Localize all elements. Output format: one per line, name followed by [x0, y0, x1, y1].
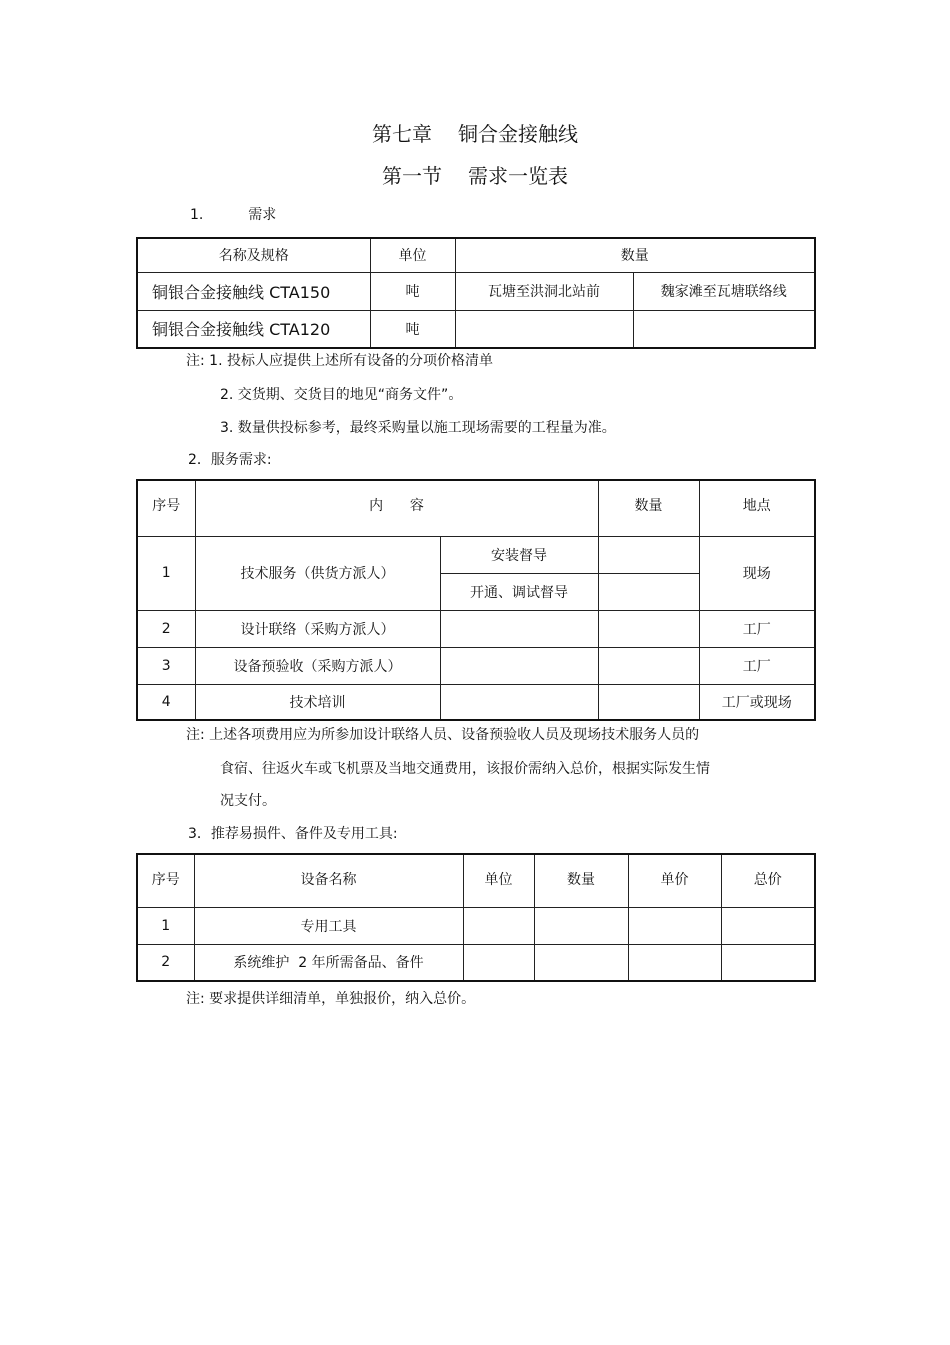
header-no: 序号: [137, 854, 194, 907]
req-note-2: 2. 交货期、交货目的地见“商务文件”。: [220, 387, 463, 403]
row-subitem: 开通、调试督导: [440, 573, 598, 610]
table-row: [137, 684, 815, 720]
row-name: 专用工具: [194, 907, 463, 944]
row-place: 现场: [699, 536, 815, 610]
row-total: [721, 907, 815, 944]
row-place: 工厂: [699, 647, 815, 684]
row-qty: [598, 647, 699, 684]
item-name: 铜银合金接触线 CTA120: [137, 310, 370, 348]
item-unit: 吨: [370, 310, 455, 348]
table-row: [137, 647, 815, 684]
chapter-label: 第七章: [372, 122, 432, 146]
req-note-1: 注: 1. 投标人应提供上述所有设备的分项价格清单: [186, 353, 493, 369]
req-heading-num: 1.: [190, 207, 204, 223]
chapter-name: 铜合金接触线: [458, 122, 578, 146]
row-content: 设计联络（采购方派人）: [195, 610, 440, 647]
item-unit: 吨: [370, 272, 455, 310]
qty-cell: [455, 310, 633, 348]
header-name: 设备名称: [194, 854, 463, 907]
row-subitem: [440, 684, 598, 720]
table-row: [137, 310, 815, 348]
req-heading: [190, 204, 276, 224]
table-row: [137, 536, 815, 573]
section-name: 需求一览表: [468, 164, 568, 188]
service-note-2: 食宿、往返火车或飞机票及当地交通费用，该报价需纳入总价，根据实际发生情: [220, 761, 710, 777]
table-row: [137, 272, 815, 310]
row-place: 工厂: [699, 610, 815, 647]
row-price: [628, 944, 721, 981]
header-qty: 数量: [598, 480, 699, 536]
qty-sub-1: 瓦塘至洪洞北站前: [455, 272, 633, 310]
row-place: 工厂或现场: [699, 684, 815, 720]
requirements-table: [136, 237, 816, 349]
row-name: 系统维护 2 年所需备品、备件: [194, 944, 463, 981]
parts-note: 注: 要求提供详细清单，单独报价，纳入总价。: [186, 991, 476, 1007]
row-qty: [534, 907, 628, 944]
header-qty: 数量: [534, 854, 628, 907]
req-note-3: 3. 数量供投标参考，最终采购量以施工现场需要的工程量为准。: [220, 420, 616, 436]
qty-sub-2: 魏家滩至瓦塘联络线: [633, 272, 815, 310]
row-qty: [598, 536, 699, 573]
section-title: [0, 160, 950, 189]
row-qty: [598, 573, 699, 610]
table-row: [137, 907, 815, 944]
header-place: 地点: [699, 480, 815, 536]
req-heading-text: 需求: [248, 207, 277, 223]
header-no: 序号: [137, 480, 195, 536]
header-qty: 数量: [455, 238, 815, 272]
service-note-3: 况支付。: [220, 793, 276, 809]
row-subitem: 安装督导: [440, 536, 598, 573]
row-no: 4: [137, 684, 195, 720]
table-row: [137, 944, 815, 981]
header-unit: 单位: [370, 238, 455, 272]
row-total: [721, 944, 815, 981]
service-note-1: 注: 上述各项费用应为所参加设计联络人员、设备预验收人员及现场技术服务人员的: [186, 727, 700, 743]
qty-cell: [633, 310, 815, 348]
header-unit: 单位: [463, 854, 534, 907]
row-subitem: [440, 610, 598, 647]
item-name: 铜银合金接触线 CTA150: [137, 272, 370, 310]
table-row: [137, 610, 815, 647]
parts-table: [136, 853, 816, 982]
row-unit: [463, 944, 534, 981]
service-table: [136, 479, 816, 721]
row-price: [628, 907, 721, 944]
row-no: 2: [137, 944, 194, 981]
row-unit: [463, 907, 534, 944]
row-subitem: [440, 647, 598, 684]
row-no: 3: [137, 647, 195, 684]
header-content: 内 容: [195, 480, 598, 536]
row-no: 1: [137, 536, 195, 610]
row-qty: [534, 944, 628, 981]
header-price: 单价: [628, 854, 721, 907]
header-name: 名称及规格: [137, 238, 370, 272]
row-content: 技术服务（供货方派人）: [195, 536, 440, 610]
header-total: 总价: [721, 854, 815, 907]
row-no: 2: [137, 610, 195, 647]
row-no: 1: [137, 907, 194, 944]
row-qty: [598, 684, 699, 720]
service-heading: 2．服务需求:: [188, 452, 272, 468]
row-content: 技术培训: [195, 684, 440, 720]
row-qty: [598, 610, 699, 647]
chapter-title: [0, 118, 950, 147]
row-content: 设备预验收（采购方派人）: [195, 647, 440, 684]
parts-heading: 3．推荐易损件、备件及专用工具:: [188, 826, 398, 842]
section-label: 第一节: [382, 164, 442, 188]
